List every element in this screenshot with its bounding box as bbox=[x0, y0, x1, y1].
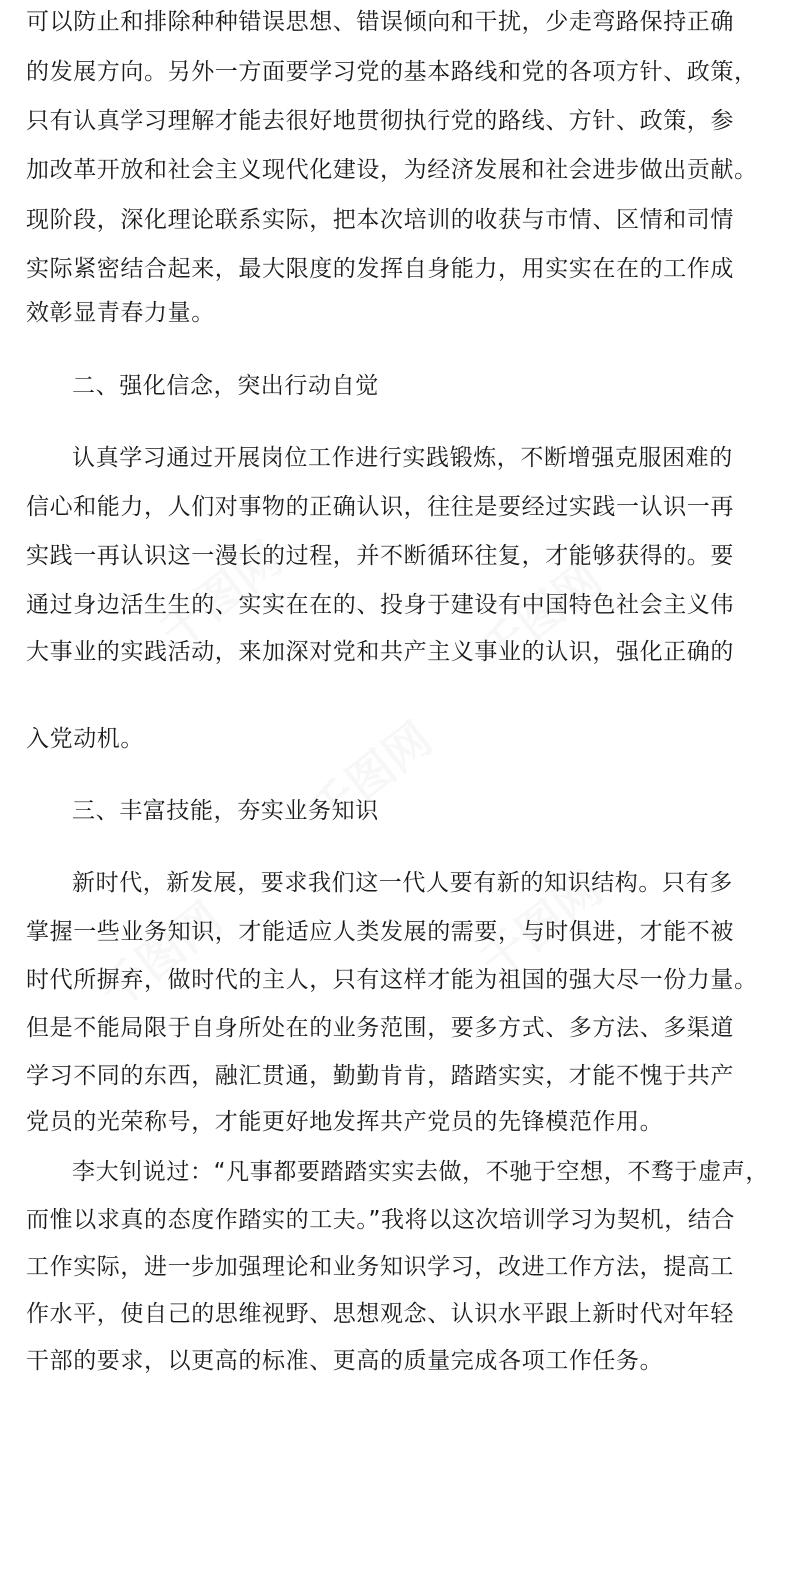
body-line: 实践一再认识这一漫长的过程，并不断循环往复，才能够获得的。要 bbox=[26, 543, 734, 569]
section-heading: 二、强化信念，突出行动自觉 bbox=[72, 373, 379, 399]
body-line: 时代所摒弃，做时代的主人，只有这样才能为祖国的强大尽一份力量。 bbox=[26, 967, 758, 993]
section-heading: 三、丰富技能，夯实业务知识 bbox=[72, 798, 379, 824]
body-line: 但是不能局限于自身所处在的业务范围，要多方式、多方法、多渠道 bbox=[26, 1015, 734, 1041]
body-line: 工作实际，进一步加强理论和业务知识学习，改进工作方法，提高工 bbox=[26, 1254, 734, 1280]
body-line: 党员的光荣称号，才能更好地发挥共产党员的先锋模范作用。 bbox=[26, 1109, 664, 1135]
body-line: 掌握一些业务知识，才能适应人类发展的需要，与时俱进，才能不被 bbox=[26, 919, 734, 945]
body-line: 信心和能力，人们对事物的正确认识，往往是要经过实践一认识一再 bbox=[26, 494, 734, 520]
body-line: 入党动机。 bbox=[26, 726, 144, 752]
body-line: 大事业的实践活动，来加深对党和共产主义事业的认识，强化正确的 bbox=[26, 639, 734, 665]
body-line: 新时代，新发展，要求我们这一代人要有新的知识结构。只有多 bbox=[72, 870, 733, 896]
body-line: 的发展方向。另外一方面要学习党的基本路线和党的各项方针、政策， bbox=[26, 59, 758, 85]
watermark: 千图网 bbox=[299, 711, 442, 840]
body-line: 效彰显青春力量。 bbox=[26, 300, 215, 326]
watermark: 千图网 bbox=[149, 531, 292, 660]
body-line: 认真学习通过开展岗位工作进行实践锻炼，不断增强克服困难的 bbox=[72, 445, 733, 471]
body-line: 而惟以求真的态度作踏实的工夫。”我将以这次培训学习为契机，结合 bbox=[26, 1207, 736, 1233]
watermark: 千图网 bbox=[469, 861, 612, 990]
body-line: 实际紧密结合起来，最大限度的发挥自身能力，用实实在在的工作成 bbox=[26, 256, 734, 282]
body-line: 作水平，使自己的思维视野、思想观念、认识水平跟上新时代对年轻 bbox=[26, 1301, 734, 1327]
body-line: 只有认真学习理解才能去很好地贯彻执行党的路线、方针、政策，参 bbox=[26, 108, 734, 134]
body-line: 可以防止和排除种种错误思想、错误倾向和干扰，少走弯路保持正确 bbox=[26, 9, 734, 35]
body-line: 学习不同的东西，融汇贯通，勤勤肯肯，踏踏实实，才能不愧于共产 bbox=[26, 1063, 734, 1089]
body-line: 干部的要求，以更高的标准、更高的质量完成各项工作任务。 bbox=[26, 1348, 664, 1374]
body-line: 李大钊说过：“凡事都要踏踏实实去做，不驰于空想，不骛于虚声， bbox=[72, 1159, 769, 1185]
body-line: 现阶段，深化理论联系实际，把本次培训的收获与市情、区情和司情 bbox=[26, 207, 734, 233]
watermark: 千图网 bbox=[89, 891, 232, 1020]
body-line: 通过身边活生生的、实实在在的、投身于建设有中国特色社会主义伟 bbox=[26, 592, 734, 618]
watermark: 千图网 bbox=[469, 551, 612, 680]
body-line: 加改革开放和社会主义现代化建设，为经济发展和社会进步做出贡献。 bbox=[26, 157, 758, 183]
